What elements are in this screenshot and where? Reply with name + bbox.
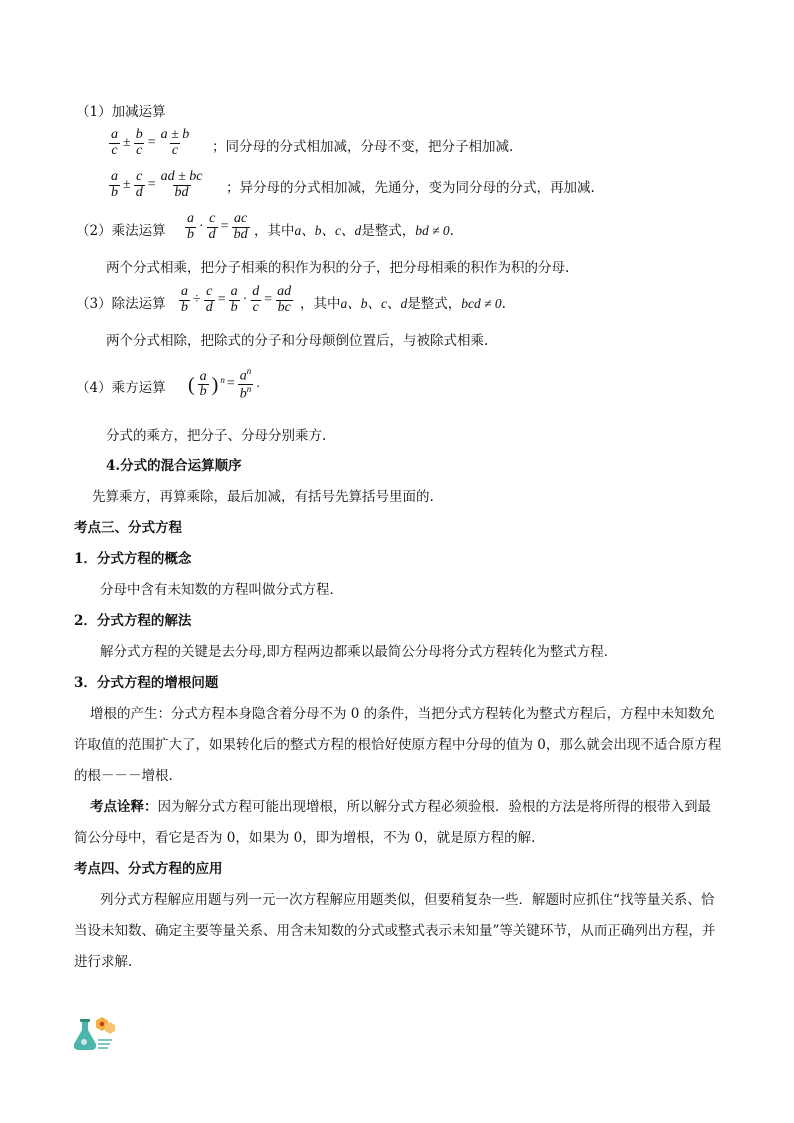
fraction: $\frac{c}{d}$ [208, 211, 216, 242]
fraction: $\frac{a}{c}$ [111, 127, 118, 158]
science-flask-logo [72, 1014, 118, 1054]
fraction: $\frac{ac}{bd}$ [233, 211, 248, 242]
section3-sub2-text: 解分式方程的关键是去分母,即方程两边都乘以最简公分母将分式方程转化为整式方程． [100, 644, 618, 660]
rule-diff-den-desc: ；异分母的分式相加减，先通分，变为同分母的分式，再加减. [226, 180, 595, 196]
fraction: $\frac{a}{b}$ [181, 284, 188, 315]
section4-title: 考点四、分式方程的应用 [74, 861, 223, 877]
formula-multiplication: $\frac{a}{b}$ · $\frac{c}{d}$ = $\frac{ac}{bd}$ [187, 211, 248, 242]
section3-sub1-title: 1．分式方程的概念 [74, 551, 192, 567]
rule-add-sub-label: （1）加减运算 [76, 104, 166, 120]
section3-sub3-title: 3．分式方程的增根问题 [74, 675, 219, 691]
formula-same-denominator: $\frac{a}{c}$ ± $\frac{b}{c}$ = $\frac{a \pm b}{c}$ [111, 127, 190, 158]
section3-sub3-text: 增根的产生：分式方程本身隐含着分母不为 0 的条件，当把分式方程转化为整式方程后，方程中未知数允许取值的范围扩大了，如果转化后的整式方程的根恰好使原方程中分母的值为 0，那么就会出现不适合原方程的根－－－增根. [74, 706, 722, 784]
rule-mul-desc: 两个分式相乘，把分子相乘的积作为积的分子，把分母相乘的积作为积的分母. [106, 260, 570, 276]
fraction: $\frac{a}{b}$ [230, 284, 238, 315]
fraction: $\frac{a^n}{b^n}$ [239, 366, 252, 402]
rule-div-desc: 两个分式相除，把除式的分子和分母颠倒位置后，与被除式相乘. [106, 333, 489, 349]
mixed-order-text: 先算乘方，再算乘除，最后加减，有括号先算括号里面的. [92, 489, 434, 505]
fraction: $\frac{c}{d}$ [205, 284, 213, 315]
rule-same-den-desc: ；同分母的分式相加减，分母不变，把分子相加减. [212, 139, 514, 155]
rule-pow-label: （4）乘方运算 [76, 380, 166, 396]
rule-div-condition: ，其中a、b、c、d是整式，bcd ≠ 0. [300, 296, 506, 312]
note-label: 考点诠释： [90, 799, 158, 815]
section4-text: 列分式方程解应用题与列一元一次方程解应用题类似，但要稍复杂一些．解题时应抓住“找等量关系、恰当设未知数、确定主要等量关系、用含未知数的分式或整式表示未知量”等关键环节，从而正确列出方程，并进行求解. [74, 892, 716, 970]
rule-mul-label: （2）乘法运算 [76, 223, 166, 239]
rule-mul-condition: ，其中a、b、c、d是整式，bd ≠ 0. [254, 223, 454, 239]
fraction: $\frac{ad}{bc}$ [277, 284, 292, 315]
section3-sub2-title: 2．分式方程的解法 [74, 613, 192, 629]
formula-division: $\frac{a}{b}$ ÷ $\frac{c}{d}$ = $\frac{a}{b}$ · $\frac{d}{c}$ = $\frac{ad}{bc}$ [181, 284, 292, 315]
note-text: 因为解分式方程可能出现增根，所以解分式方程必须验根．验根的方法是将所得的根带入到最简公分母中，看它是否为 0，如果为 0，即为增根，不为 0，就是原方程的解. [74, 799, 711, 846]
fraction: $\frac{d}{c}$ [252, 284, 260, 315]
section3-note [74, 792, 724, 854]
fraction: $\frac{c}{d}$ [135, 169, 143, 200]
formula-power: ( $\frac{a}{b}$ ) $^n$ = $\frac{a^n}{b^n}$ . [188, 366, 260, 402]
fraction: $\frac{ad \pm bc}{bd}$ [160, 169, 203, 200]
section3-title: 考点三、分式方程 [74, 520, 182, 536]
formula-diff-denominator: $\frac{a}{b}$ ± $\frac{c}{d}$ = $\frac{ad \pm bc}{bd}$ [111, 169, 203, 200]
fraction: $\frac{b}{c}$ [135, 127, 143, 158]
fraction: $\frac{a \pm b}{c}$ [160, 127, 190, 158]
fraction: $\frac{a}{b}$ [187, 211, 194, 242]
rule-div-label: （3）除法运算 [76, 296, 166, 312]
fraction: $\frac{a}{b}$ [111, 169, 118, 200]
rule-pow-desc: 分式的乘方，把分子、分母分别乘方. [106, 428, 327, 444]
mixed-order-heading: 4.分式的混合运算顺序 [106, 458, 242, 474]
fraction: $\frac{a}{b}$ [199, 368, 207, 400]
section3-sub1-text: 分母中含有未知数的方程叫做分式方程． [100, 582, 343, 598]
